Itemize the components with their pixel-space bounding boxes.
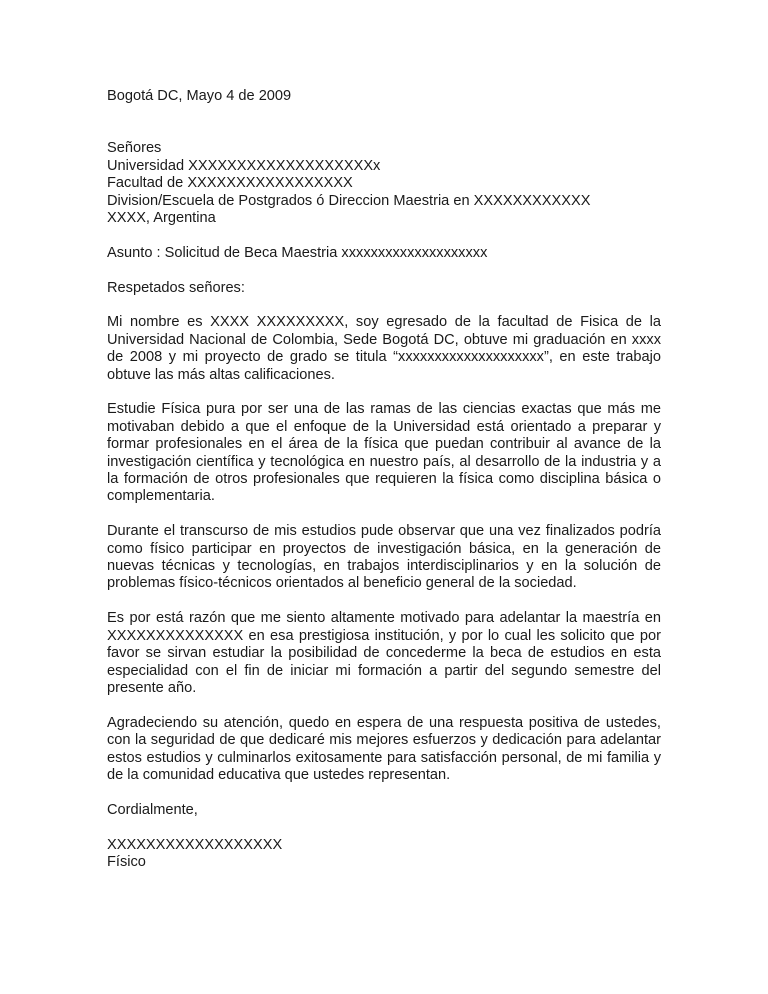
recipient-block [107, 140, 661, 227]
body-paragraph: Durante el transcurso de mis estudios pude observar que una vez finalizados podría como físico participar en proyectos de investigación básica, en la generación de nuevas técnicas y tecnologías, en trabajos interdisciplinarios y en la solución de problemas físico-técnicos orientados al beneficio general de la sociedad. [107, 523, 661, 592]
recipient-line: Universidad XXXXXXXXXXXXXXXXXXXx [107, 157, 381, 174]
recipient-line: Division/Escuela de Postgrados ó Direccion Maestria en XXXXXXXXXXXX [107, 192, 591, 209]
closing: Cordialmente, [107, 801, 198, 818]
body-paragraph: Agradeciendo su atención, quedo en espera de una respuesta positiva de ustedes, con la seguridad de que dedicaré mis mejores esfuerzos y dedicación para adelantar estos estudios y culminarlos exitosamente para satisfacción personal, de mi familia y de la comunidad educativa que ustedes representan. [107, 714, 661, 783]
body-paragraph: Es por está razón que me siento altamente motivado para adelantar la maestría en XXXXXXXXXXXXXX en esa prestigiosa institución, y por lo cual les solicito que por favor se sirvan estudiar la posibilidad de concederme la beca de estudios en esta especialidad con el fin de iniciar mi formación a partir del segundo semestre del presente año. [107, 610, 661, 696]
recipient-line: XXXX, Argentina [107, 210, 216, 227]
letter-body [107, 88, 661, 871]
signature-name: XXXXXXXXXXXXXXXXXX [107, 836, 283, 853]
body-paragraph: Mi nombre es XXXX XXXXXXXXX, soy egresado de la facultad de Fisica de la Universidad Nacional de Colombia, Sede Bogotá DC, obtuve mi graduación en xxxx de 2008 y mi proyecto de grado se titula “xxxxxxxxxxxxxxxxxxxx”, en este trabajo obtuve las más altas calificaciones. [107, 314, 661, 383]
salutation: Respetados señores: [107, 279, 245, 296]
subject-line: Asunto : Solicitud de Beca Maestria xxxxxxxxxxxxxxxxxxxx [107, 244, 488, 261]
recipient-line: Señores [107, 140, 162, 157]
letter-date: Bogotá DC, Mayo 4 de 2009 [107, 88, 292, 104]
recipient-line: Facultad de XXXXXXXXXXXXXXXXX [107, 175, 353, 192]
body-paragraph: Estudie Física pura por ser una de las ramas de las ciencias exactas que más me motivaban debido a que el enfoque de la Universidad está orientado a preparar y formar profesionales en el área de la física que puedan contribuir al avance de la investigación científica y tecnológica en nuestro país, al desarrollo de la industria y a la formación de otros profesionales que requieren la física como disciplina básica o complementaria. [107, 401, 661, 505]
signature-title: Físico [107, 853, 146, 870]
